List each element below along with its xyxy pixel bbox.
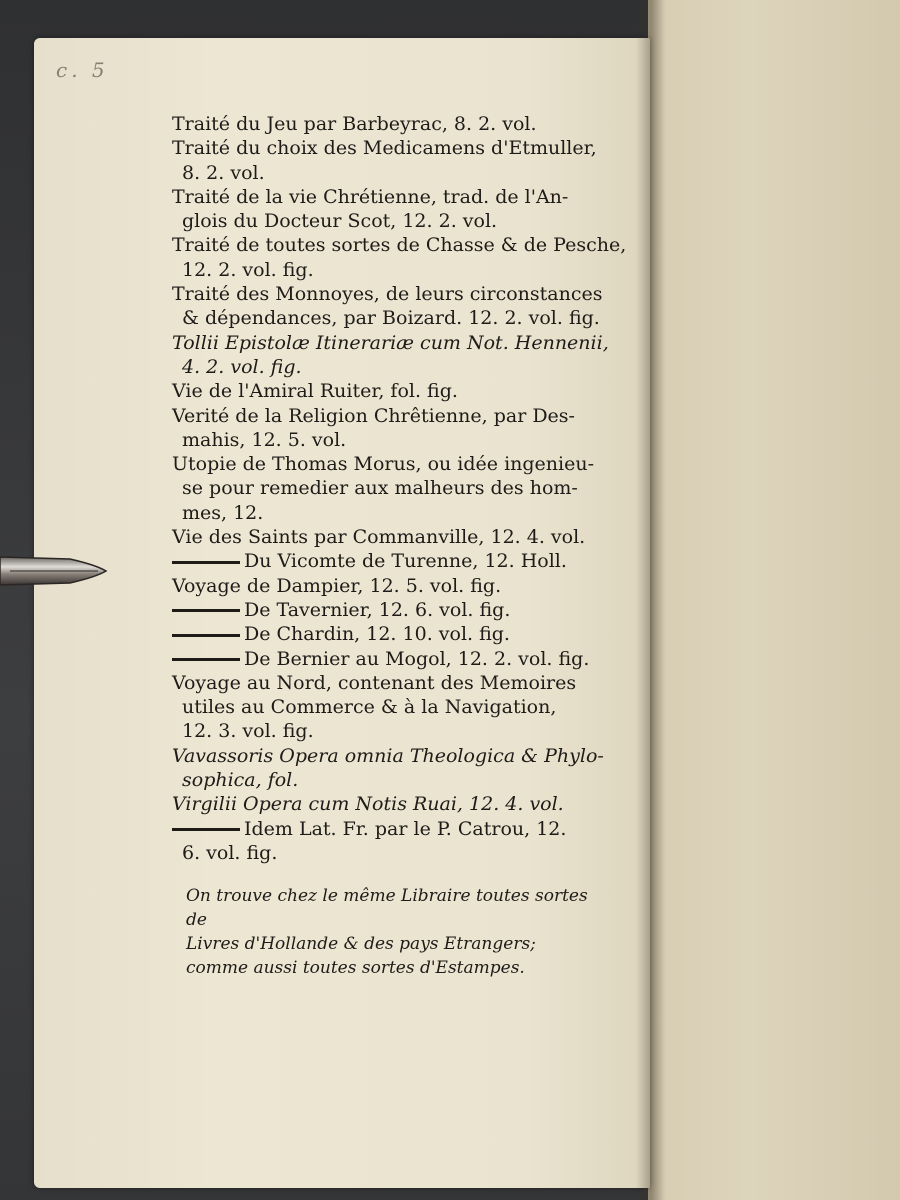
entry-text: Virgilii Opera cum Notis Ruai, 12. 4. vol. <box>172 793 564 816</box>
entry-line <box>172 379 602 403</box>
entry-line <box>172 744 602 768</box>
notice-line: comme aussi toutes sortes d'Estampes. <box>186 958 525 978</box>
catalogue-entry <box>172 744 602 793</box>
entry-text: Traité de la vie Chrétienne, trad. de l'An- <box>172 185 569 208</box>
page-mark: c. 5 <box>56 58 109 82</box>
catalogue-entry <box>172 331 609 380</box>
catalogue-entry <box>172 136 602 185</box>
entry-text: glois du Docteur Scot, 12. 2. vol. <box>182 210 498 233</box>
entry-line <box>172 331 609 355</box>
catalogue-entry <box>172 185 602 234</box>
catalogue-entry <box>172 525 602 549</box>
entry-line <box>172 452 602 476</box>
entry-text: 6. vol. fig. <box>182 841 278 864</box>
catalogue-entry <box>172 792 602 816</box>
catalogue-entry <box>172 549 602 573</box>
entry-text: Vavassoris Opera omnia Theologica & Phylo- <box>172 744 604 767</box>
entry-text: utiles au Commerce & à la Navigation, <box>182 696 557 719</box>
catalogue-entry <box>172 112 602 136</box>
entry-line <box>172 136 602 160</box>
catalogue-entry <box>172 282 602 331</box>
ditto-rule <box>172 658 240 661</box>
entry-line <box>172 306 602 330</box>
page-gutter <box>636 0 666 1200</box>
catalogue-entry <box>172 233 627 282</box>
entry-text: Traité des Monnoyes, de leurs circonstances <box>172 283 603 306</box>
entry-text: Vie des Saints par Commanville, 12. 4. vol. <box>172 526 586 549</box>
entry-text: Voyage de Dampier, 12. 5. vol. fig. <box>172 574 502 597</box>
entry-line <box>172 233 627 257</box>
catalogue-entry <box>172 452 602 525</box>
entry-text: sophica, fol. <box>182 769 299 792</box>
catalogue-entry <box>172 622 602 646</box>
entry-line <box>172 428 602 452</box>
entry-line <box>172 209 602 233</box>
entry-text: 4. 2. vol. fig. <box>182 355 302 378</box>
entry-text: 8. 2. vol. <box>182 161 265 184</box>
entry-text: Traité du Jeu par Barbeyrac, 8. 2. vol. <box>172 113 537 135</box>
entry-line <box>172 355 602 379</box>
catalogue-entry <box>172 404 602 453</box>
entry-line <box>172 476 602 500</box>
entry-text: Traité de toutes sortes de Chasse & de Pesche, <box>172 234 627 257</box>
entry-line <box>172 768 602 792</box>
entry-line <box>172 258 602 282</box>
entry-line <box>172 671 602 695</box>
entry-text: Idem Lat. Fr. par le P. Catrou, 12. <box>244 817 567 840</box>
entry-line <box>172 161 602 185</box>
entry-line <box>172 622 602 646</box>
notice-line: On trouve chez le même Libraire toutes sortes de <box>186 886 588 930</box>
entry-text: & dépendances, par Boizard. 12. 2. vol. fig. <box>182 307 600 330</box>
entry-line <box>172 549 602 573</box>
entry-line <box>172 525 602 549</box>
entry-line <box>172 112 602 136</box>
catalogue-entry <box>172 598 602 622</box>
entry-text: Utopie de Thomas Morus, ou idée ingenieu- <box>172 453 594 476</box>
catalogue-entry <box>172 574 602 598</box>
entry-text: 12. 3. vol. fig. <box>182 720 314 743</box>
entry-text: De Chardin, 12. 10. vol. fig. <box>244 623 510 646</box>
entry-text: 12. 2. vol. fig. <box>182 258 314 281</box>
entry-text: Verité de la Religion Chrêtienne, par Des- <box>172 404 575 427</box>
entry-line <box>172 841 602 865</box>
entry-text: mes, 12. <box>182 501 264 524</box>
entry-line <box>172 817 602 841</box>
entry-text: Traité du choix des Medicamens d'Etmuller, <box>172 137 597 160</box>
ditto-rule <box>172 634 240 637</box>
ditto-rule <box>172 828 240 831</box>
entry-line <box>172 647 602 671</box>
entry-line <box>172 501 602 525</box>
entry-text: De Bernier au Mogol, 12. 2. vol. fig. <box>244 647 590 670</box>
notice-line: Livres d'Hollande & des pays Etrangers; <box>186 934 536 954</box>
entry-text: De Tavernier, 12. 6. vol. fig. <box>244 598 511 621</box>
entry-line <box>172 695 602 719</box>
entry-line <box>172 792 602 816</box>
catalogue-entry <box>172 671 602 744</box>
entry-text: se pour remedier aux malheurs des hom- <box>182 477 578 500</box>
publisher-notice <box>186 884 606 980</box>
entry-line <box>172 574 602 598</box>
entry-text: Tollii Epistolæ Itinerariæ cum Not. Hennenii, <box>172 331 609 354</box>
entry-text: Du Vicomte de Turenne, 12. Holl. <box>244 550 567 573</box>
catalogue-entry <box>172 379 602 403</box>
catalogue-list <box>172 112 627 865</box>
ditto-rule <box>172 609 240 612</box>
ditto-rule <box>172 561 240 564</box>
entry-line <box>172 719 602 743</box>
entry-line <box>172 404 602 428</box>
entry-line <box>172 185 602 209</box>
pen-tip-icon <box>0 551 108 591</box>
entry-text: Vie de l'Amiral Ruiter, fol. fig. <box>172 380 458 403</box>
catalogue-entry <box>172 817 602 866</box>
entry-line <box>172 598 602 622</box>
catalogue-entry <box>172 647 602 671</box>
entry-text: mahis, 12. 5. vol. <box>182 428 347 451</box>
entry-text: Voyage au Nord, contenant des Memoires <box>172 671 577 694</box>
facing-page <box>648 0 900 1200</box>
entry-line <box>172 282 602 306</box>
